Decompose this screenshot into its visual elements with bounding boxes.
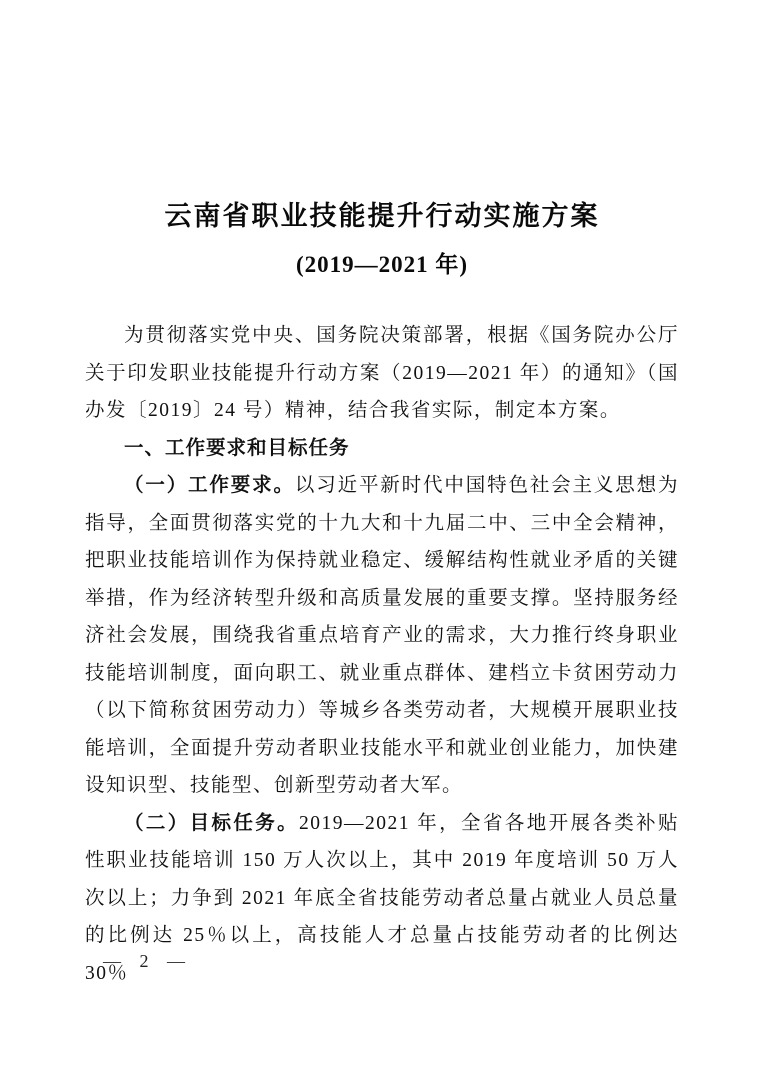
paragraph-text: 2019—2021 年，全省各地开展各类补贴性职业技能培训 150 万人次以上，其中 2019 年度培训 50 万人次以上；力争到 2021 年底全省技能劳动者总量占就业人员总量的比例达 25％以上，高技能人才总量占技能劳动者的比例达 30％ [85,812,679,984]
intro-paragraph: 为贯彻落实党中央、国务院决策部署，根据《国务院办公厅关于印发职业技能提升行动方案（2019—2021 年）的通知》（国办发〔2019〕24 号）精神，结合我省实际，制定本方案。 [85,325,679,421]
paragraph-text: 以习近平新时代中国特色社会主义思想为指导，全面贯彻落实党的十九大和十九届二中、三中全会精神，把职业技能培训作为保持就业稳定、缓解结构性就业矛盾的关键举措，作为经济转型升级和高质量发展的重要支撑。坚持服务经济社会发展，围绕我省重点培育产业的需求，大力推行终身职业技能培训制度，面向职工、就业重点群体、建档立卡贫困劳动力（以下简称贫困劳动力）等城乡各类劳动者，大规模开展职业技能培训，全面提升劳动者职业技能水平和就业创业能力，加快建设知识型、技能型、创新型劳动者大军。 [85,475,679,796]
document-title: 云南省职业技能提升行动实施方案 [164,201,600,231]
title-block [85,0,679,280]
document-subtitle: (2019—2021 年) [295,252,469,277]
paragraph-lead: （二）目标任务。 [124,812,300,834]
paragraph-lead: （一）工作要求。 [124,475,295,496]
section-heading: 一、工作要求和目标任务 [124,436,350,459]
document-body [85,317,679,992]
paragraph-work-requirements [85,467,679,805]
document-content [85,0,679,992]
page-number-footer: — 2 — [103,951,192,971]
